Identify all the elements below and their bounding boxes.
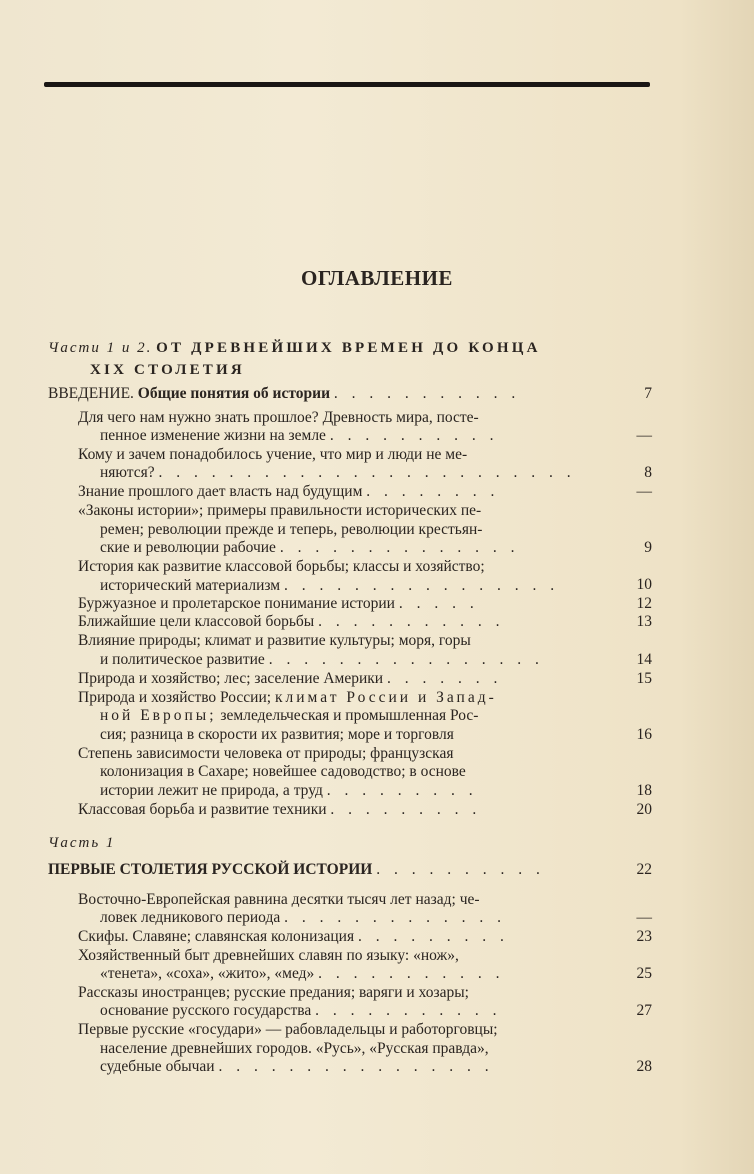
entry-line: Рассказы иностранцев; русские предания; варяги и хозары; [78, 983, 469, 1001]
leader-dots: . . . . . [398, 595, 479, 613]
page-number: — [636, 483, 652, 500]
entry-line: Знание прошлого дает власть над будущим [78, 483, 363, 500]
entry-line: Классовая борьба и развитие техники [78, 800, 327, 818]
page-number: 28 [636, 1058, 652, 1076]
toc-entry[interactable] [78, 928, 600, 947]
entry-line: Влияние природы; климат и развитие культуры; моря, горы [78, 632, 471, 650]
entry-line: Восточно-Европейская равнина десятки тысяч лет назад; че- [78, 890, 480, 908]
page-number: — [636, 426, 652, 444]
page-number: 15 [636, 669, 652, 687]
page-number: 10 [636, 576, 652, 594]
toc-entry[interactable] [78, 984, 600, 1021]
toc-entry[interactable] [78, 1021, 600, 1077]
leader-dots: . . . . . . . . . . . . . . . . [268, 650, 544, 668]
toc-entry[interactable] [78, 409, 600, 446]
entry-line: климат России и Запад- [274, 688, 497, 706]
page-title: ОГЛАВЛЕНИЕ [301, 266, 453, 290]
part-1-title: ПЕРВЫЕ СТОЛЕТИЯ РУССКОЙ ИСТОРИИ [48, 861, 373, 879]
toc-entry[interactable] [78, 891, 600, 928]
entry-line: судебные обычаи [100, 1058, 219, 1076]
part-1-heading[interactable] [48, 861, 608, 880]
leader-dots: . . . . . . . . . . . . . . . . [284, 576, 560, 594]
entry-line: Буржуазное и пролетарское понимание истории [78, 595, 395, 613]
leader-dots: . . . . . . . . . [326, 781, 478, 799]
page-number: 23 [636, 927, 652, 945]
page-number: 13 [636, 613, 652, 631]
top-rule [44, 82, 650, 87]
toc-entry[interactable] [78, 483, 600, 502]
leader-dots: . . . . . . . . . . [329, 427, 499, 445]
entry-line: и политическое развитие [100, 650, 265, 668]
leader-dots: . . . . . . . . . . . [318, 613, 505, 631]
intro-title: Общие понятия об истории [137, 385, 331, 403]
entry-line: истории лежит не природа, а труд [100, 781, 323, 799]
leader-dots: . . . . . . . . . . . . . . . . . . . . . . . . [158, 464, 576, 482]
page-number: 25 [636, 964, 652, 982]
entry-line: ремен; революции прежде и теперь, революции крестьян- [100, 520, 483, 538]
page-number: 12 [636, 595, 652, 613]
leader-dots: . . . . . . . . . . . [333, 385, 521, 403]
toc-entry[interactable] [78, 801, 600, 820]
leader-dots: . . . . . . . . . . . [318, 965, 505, 983]
entry-line: Природа и хозяйство России; [78, 688, 272, 706]
page-number: — [636, 908, 652, 926]
entry-line: Степень зависимости человека от природы; французская [78, 744, 454, 762]
toc-entry-intro[interactable] [48, 385, 608, 404]
leader-dots: . . . . . . . . . [330, 800, 482, 818]
entry-line: Природа и хозяйство; лес; заселение Америки [78, 669, 384, 687]
page-number: 27 [636, 1002, 652, 1019]
parts-1-2-title-line1: ОТ ДРЕВНЕЙШИХ ВРЕМЕН ДО КОНЦА [156, 340, 541, 356]
leader-dots: . . . . . . . . . . . . . . [279, 539, 520, 557]
entry-line: Для чего нам нужно знать прошлое? Древность мира, посте- [78, 408, 479, 426]
entry-line: «Законы истории»; примеры правильности исторических пе- [78, 502, 482, 519]
toc-entry[interactable] [78, 446, 600, 483]
parts-1-2-title-line2: XIX СТОЛЕТИЯ [90, 362, 245, 378]
entry-line: ловек ледникового периода [100, 909, 281, 927]
entry-line: Хозяйственный быт древнейших славян по языку: «нож», [78, 946, 459, 964]
page-number: 20 [636, 800, 652, 818]
toc-entry[interactable] [78, 689, 600, 745]
toc-entry[interactable] [78, 632, 600, 669]
entry-line: земледельческая и промышленная Рос- [220, 707, 479, 725]
leader-dots: . . . . . . . [386, 669, 503, 687]
toc-entry[interactable] [78, 670, 600, 689]
entry-line: пенное изменение жизни на земле [100, 427, 326, 445]
entry-line: население древнейших городов. «Русь», «Русская правда», [100, 1039, 489, 1057]
toc-entry[interactable] [78, 947, 600, 984]
toc-entry[interactable] [78, 502, 600, 558]
toc-entry[interactable] [78, 595, 600, 614]
page-number: 18 [636, 781, 652, 799]
entry-line: основание русского государства [100, 1002, 312, 1020]
entry-line: колонизация в Сахаре; новейшее садоводство; в основе [100, 763, 466, 781]
toc-entry[interactable] [78, 558, 600, 595]
entry-line: сия; разница в скорости их развития; море и торговля [100, 725, 454, 743]
page-number: 8 [644, 464, 652, 481]
leader-dots: . . . . . . . . . . . [315, 1002, 502, 1020]
entry-line: ной Европы; [100, 707, 217, 725]
entry-line: Ближайшие цели классовой борьбы [78, 613, 315, 631]
intro-label: ВВЕДЕНИЕ. [48, 385, 134, 403]
entry-line: Скифы. Славяне; славянская колонизация [78, 927, 355, 945]
entry-line: История как развитие классовой борьбы; классы и хозяйство; [78, 558, 485, 576]
leader-dots: . . . . . . . . . . [376, 861, 545, 879]
toc-entry[interactable] [78, 745, 600, 801]
page-number: 14 [636, 650, 652, 668]
leader-dots: . . . . . . . . . . . . . [284, 909, 506, 927]
entry-line: Первые русские «государи» — рабовладельцы и работорговцы; [78, 1021, 498, 1038]
page-number: 22 [636, 861, 652, 879]
leader-dots: . . . . . . . . . . . . . . . . [218, 1058, 494, 1076]
page-number: 9 [644, 539, 652, 557]
leader-dots: . . . . . . . . . [357, 927, 509, 945]
entry-line: «тенета», «соха», «жито», «мед» [100, 965, 315, 983]
parts-1-2-label: Части 1 и 2. [48, 340, 153, 356]
toc-entry[interactable] [78, 613, 600, 632]
parts-1-2-heading [48, 337, 608, 381]
entry-line: исторический материализм [100, 576, 281, 594]
page-number: 7 [644, 385, 652, 403]
entry-line: ские и революции рабочие [100, 539, 276, 557]
entry-line: Кому и зачем понадобилось учение, что мир и люди не ме- [78, 445, 468, 463]
part-1-label: Часть 1 [48, 835, 116, 852]
leader-dots: . . . . . . . . [366, 483, 500, 500]
entry-line: няются? [100, 464, 155, 482]
page-number: 16 [636, 725, 652, 743]
